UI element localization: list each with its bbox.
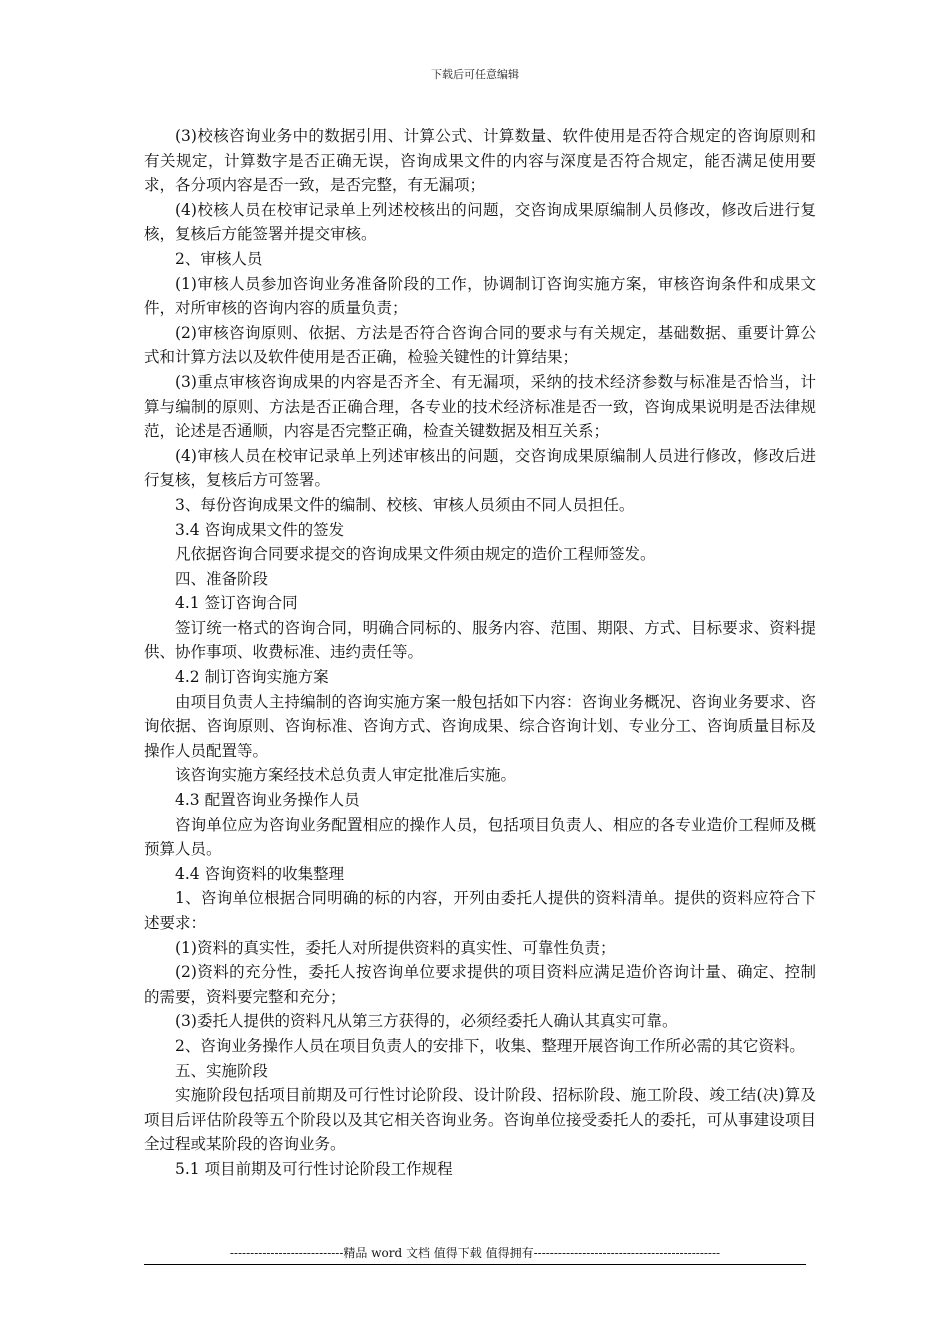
paragraph: (3)委托人提供的资料凡从第三方获得的，必须经委托人确认其真实可靠。 <box>175 1012 678 1031</box>
paragraph: (1)审核人员参加咨询业务准备阶段的工作，协调制订咨询实施方案，审核咨询条件和成果文件，对所审核的咨询内容的质量负责； <box>144 274 816 318</box>
paragraph: 咨询单位应为咨询业务配置相应的操作人员，包括项目负责人、相应的各专业造价工程师及概预算人员。 <box>144 815 816 859</box>
paragraph: (4)校核人员在校审记录单上列述校核出的问题，交咨询成果原编制人员修改，修改后进行复核，复核后方能签署并提交审核。 <box>144 200 816 244</box>
page-header: 下载后可任意编辑 <box>431 68 519 81</box>
page-footer: ----------------------------精品 word 文档 值得下载 值得拥有---------------------------------------------- <box>144 1244 806 1265</box>
section-heading: 4.2 制订咨询实施方案 <box>175 668 329 687</box>
paragraph: (3)校核咨询业务中的数据引用、计算公式、计算数量、软件使用是否符合规定的咨询原则和有关规定，计算数字是否正确无误，咨询成果文件的内容与深度是否符合规定，能否满足使用要求，各分项内容是否一致，是否完整，有无漏项； <box>144 127 816 195</box>
paragraph: (4)审核人员在校审记录单上列述审核出的问题，交咨询成果原编制人员进行修改，修改后进行复核，复核后方可签署。 <box>144 446 816 490</box>
section-heading: 2、审核人员 <box>175 249 263 268</box>
paragraph: 该咨询实施方案经技术总负责人审定批准后实施。 <box>175 766 517 785</box>
paragraph: 签订统一格式的咨询合同，明确合同标的、服务内容、范围、期限、方式、目标要求、资料提供、协作事项、收费标准、违约责任等。 <box>144 618 816 662</box>
paragraph: (1)资料的真实性，委托人对所提供资料的真实性、可靠性负责； <box>175 938 616 957</box>
paragraph: 1、咨询单位根据合同明确的标的内容，开列由委托人提供的资料清单。提供的资料应符合下述要求： <box>144 889 816 932</box>
section-heading: 五、实施阶段 <box>175 1061 269 1080</box>
paragraph: (3)重点审核咨询成果的内容是否齐全、有无漏项，采纳的技术经济参数与标准是否恰当，计算与编制的原则、方法是否正确合理，各专业的技术经济标准是否一致，咨询成果说明是否法律规范，论述是否通顺，内容是否完整正确，检查关键数据及相互关系； <box>144 372 816 441</box>
document-body <box>144 124 816 1182</box>
paragraph: 实施阶段包括项目前期及可行性讨论阶段、设计阶段、招标阶段、施工阶段、竣工结(决)算及项目后评估阶段等五个阶段以及其它相关咨询业务。咨询单位接受委托人的委托，可从事建设项目全过程或某阶段的咨询业务。 <box>144 1086 816 1154</box>
section-heading: 4.1 签订咨询合同 <box>175 594 298 613</box>
section-heading: 5.1 项目前期及可行性讨论阶段工作规程 <box>175 1159 453 1178</box>
section-heading: 4.3 配置咨询业务操作人员 <box>175 791 360 810</box>
paragraph: 3、每份咨询成果文件的编制、校核、审核人员须由不同人员担任。 <box>175 495 635 514</box>
section-heading: 四、准备阶段 <box>175 569 269 588</box>
section-heading: 3.4 咨询成果文件的签发 <box>175 520 345 539</box>
paragraph: 由项目负责人主持编制的咨询实施方案一般包括如下内容：咨询业务概况、咨询业务要求、咨询依据、咨询原则、咨询标准、咨询方式、咨询成果、综合咨询计划、专业分工、咨询质量目标及操作人员配置等。 <box>144 692 816 760</box>
section-heading: 4.4 咨询资料的收集整理 <box>175 864 345 883</box>
paragraph: 凡依据咨询合同要求提交的咨询成果文件须由规定的造价工程师签发。 <box>175 545 656 564</box>
paragraph: (2)资料的充分性，委托人按咨询单位要求提供的项目资料应满足造价咨询计量、确定、控制的需要，资料要完整和充分； <box>144 963 816 1006</box>
paragraph: (2)审核咨询原则、依据、方法是否符合咨询合同的要求与有关规定，基础数据、重要计算公式和计算方法以及软件使用是否正确，检验关键性的计算结果； <box>144 323 816 367</box>
paragraph: 2、咨询业务操作人员在项目负责人的安排下，收集、整理开展咨询工作所必需的其它资料。 <box>175 1036 805 1055</box>
